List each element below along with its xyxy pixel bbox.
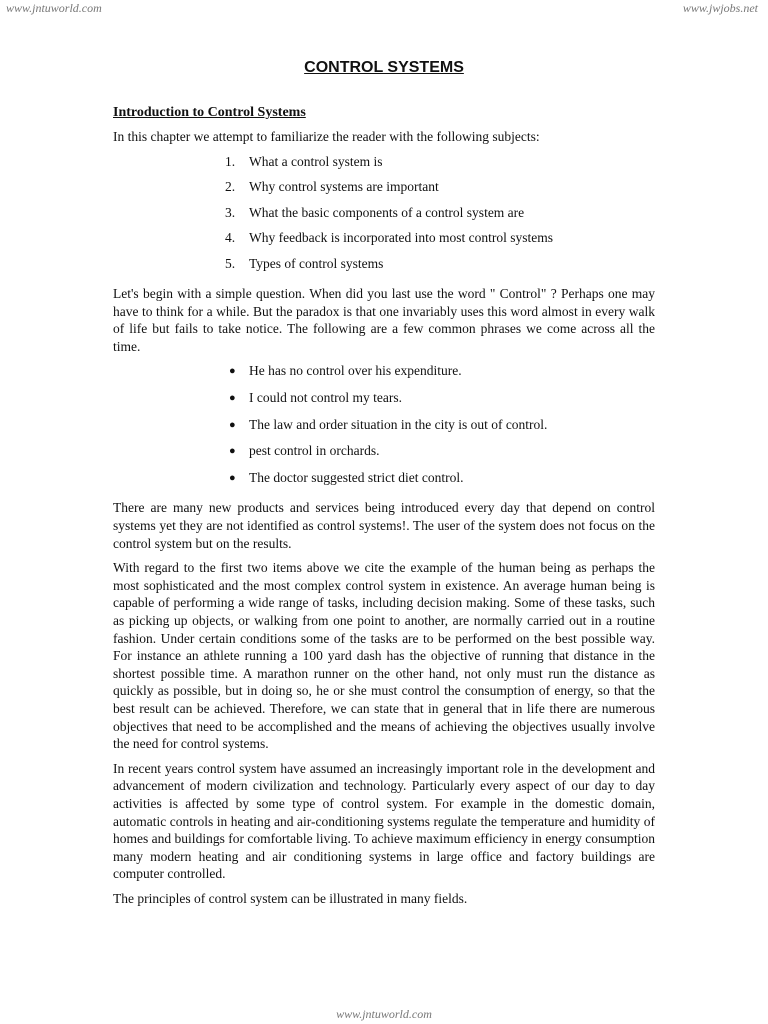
subject-item — [113, 229, 655, 255]
subject-text: Why control systems are important — [249, 179, 439, 195]
phrase-item — [113, 469, 655, 496]
subject-number: 4. — [225, 230, 236, 246]
phrase-text: pest control in orchards. — [249, 443, 380, 459]
paragraph-1: Let's begin with a simple question. When did you last use the word " Control" ? Perhaps one may have to think for a while. But the paradox is that one invariably uses this word almost in every walk of life but fails to take notice. The following are a few common phrases we come across all the time. — [113, 286, 655, 354]
subject-item — [113, 178, 655, 204]
footer-url: www.jntuworld.com — [336, 1007, 432, 1021]
phrase-item — [113, 442, 655, 469]
intro-paragraph: In this chapter we attempt to familiarize the reader with the following subjects: — [113, 129, 540, 144]
subject-text: What a control system is — [249, 153, 383, 169]
paragraph-2: There are many new products and services being introduced every day that depend on control systems yet they are not identified as control systems!. The user of the system does not focus on the control system but on the results. — [113, 500, 655, 551]
section-heading: Introduction to Control Systems — [113, 105, 306, 120]
phrase-text: He has no control over his expenditure. — [249, 363, 462, 379]
bullet-icon: ● — [229, 418, 236, 431]
phrase-item — [113, 416, 655, 443]
phrase-text: The law and order situation in the city is out of control. — [249, 416, 548, 432]
subject-number: 2. — [225, 179, 236, 195]
phrase-text: I could not control my tears. — [249, 390, 402, 406]
subject-text: Why feedback is incorporated into most control systems — [249, 230, 554, 246]
subject-item — [113, 255, 655, 281]
phrases-list — [113, 362, 655, 495]
paragraph-5: The principles of control system can be illustrated in many fields. — [113, 890, 468, 906]
subject-text: What the basic components of a control system are — [249, 204, 525, 220]
subject-item — [113, 204, 655, 230]
document-body — [113, 104, 655, 915]
phrase-item — [113, 362, 655, 389]
bullet-icon: ● — [229, 392, 236, 405]
subject-number: 1. — [225, 153, 236, 169]
bullet-icon: ● — [229, 471, 236, 484]
phrase-text: The doctor suggested strict diet control. — [249, 469, 464, 485]
subject-number: 3. — [225, 204, 236, 220]
paragraph-3: With regard to the first two items above we cite the example of the human being as perhaps the most sophisticated and the most complex control system in existence. An average human being is capable of performing a wide range of tasks, including decision making. Some of these tasks, such as picking up objects, or walking from one point to another, are normally carried out in a routine fashion. Under certain conditions some of the tasks are to be performed on the best possible way. For instance an athlete running a 100 yard dash has the objective of running that distance in the shortest possible time. A marathon runner on the other hand, not only must run the distance as quickly as possible, but in doing so, he or she must control the consumption of energy, so that the best result can be achieved. Therefore, we can state that in general that in life there are numerous objectives that need to be accomplished and the means of achieving the objectives usually involve the need for control systems. — [113, 560, 655, 752]
page-title: CONTROL SYSTEMS — [304, 59, 464, 76]
header-right-url: www.jwjobs.net — [682, 1, 758, 15]
subject-text: Types of control systems — [249, 255, 384, 271]
subjects-list — [113, 153, 655, 281]
subject-item — [113, 153, 655, 179]
header-left-url: www.jntuworld.com — [6, 1, 102, 15]
paragraph-4: In recent years control system have assumed an increasingly important role in the development and advancement of modern civilization and technology. Particularly every aspect of our day to day activities is affected by some type of control system. For example in the domestic domain, automatic controls in heating and air-conditioning systems regulate the temperature and humidity of homes and buildings for comfortable living. To achieve maximum efficiency in energy consumption many modern heating and air conditioning systems in large office and factory buildings are computer controlled. — [113, 760, 655, 882]
subject-number: 5. — [225, 255, 236, 271]
phrase-item — [113, 389, 655, 416]
bullet-icon: ● — [229, 445, 236, 458]
bullet-icon: ● — [229, 365, 236, 378]
